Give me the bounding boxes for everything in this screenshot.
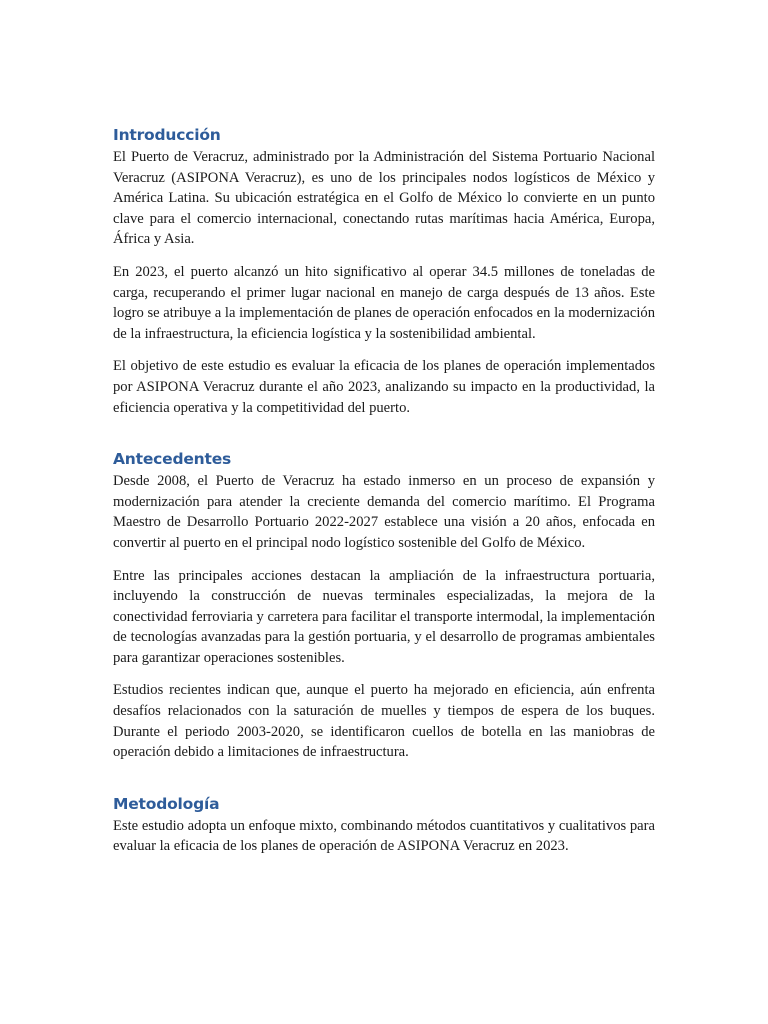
section-heading: Introducción bbox=[113, 126, 221, 144]
section-introduccion bbox=[113, 124, 655, 418]
paragraph: El Puerto de Veracruz, administrado por la Administración del Sistema Portuario Nacional Veracruz (ASIPONA Veracruz), es uno de los principales nodos logísticos de México y América Latina. Su ubicación estratégica en el Golfo de México lo convierte en un punto clave para el comercio internacional, conectando rutas marítimas hacia América, Europa, África y Asia. bbox=[113, 149, 655, 248]
section-antecedentes bbox=[113, 448, 655, 763]
paragraph: Este estudio adopta un enfoque mixto, combinando métodos cuantitativos y cualitativos para evaluar la eficacia de los planes de operación de ASIPONA Veracruz en 2023. bbox=[113, 817, 655, 855]
paragraph: El objetivo de este estudio es evaluar la eficacia de los planes de operación implementados por ASIPONA Veracruz durante el año 2023, analizando su impacto en la productividad, la eficiencia operativa y la competitividad del puerto. bbox=[113, 358, 655, 416]
section-metodologia bbox=[113, 793, 655, 857]
section-heading: Metodología bbox=[113, 794, 220, 813]
paragraph: Desde 2008, el Puerto de Veracruz ha estado inmerso en un proceso de expansión y modernización para atender la creciente demanda del comercio marítimo. El Programa Maestro de Desarrollo Portuario 2022-2027 establece una visión a 20 años, enfocada en convertir al puerto en el principal nodo logístico sostenible del Golfo de México. bbox=[113, 473, 655, 551]
paragraph: Estudios recientes indican que, aunque el puerto ha mejorado en eficiencia, aún enfrenta desafíos relacionados con la saturación de muelles y tiempos de espera de los buques. Durante el periodo 2003-2020, se identificaron cuellos de botella en las maniobras de operación debido a limitaciones de infraestructura. bbox=[113, 682, 655, 761]
document-page bbox=[113, 124, 655, 869]
paragraph: Entre las principales acciones destacan la ampliación de la infraestructura portuaria, incluyendo la construcción de nuevas terminales especializadas, la mejora de la conectividad ferroviaria y carretera para facilitar el transporte intermodal, la implementación de tecnologías avanzadas para la gestión portuaria, y el desarrollo de programas ambientales para garantizar operaciones sostenibles. bbox=[113, 567, 655, 666]
section-heading: Antecedentes bbox=[113, 450, 232, 469]
paragraph: En 2023, el puerto alcanzó un hito significativo al operar 34.5 millones de toneladas de carga, recuperando el primer lugar nacional en manejo de carga después de 13 años. Este logro se atribuye a la implementación de planes de operación enfocados en la modernización de la infraestructura, la eficiencia logística y la sostenibilidad ambiental. bbox=[113, 263, 655, 342]
